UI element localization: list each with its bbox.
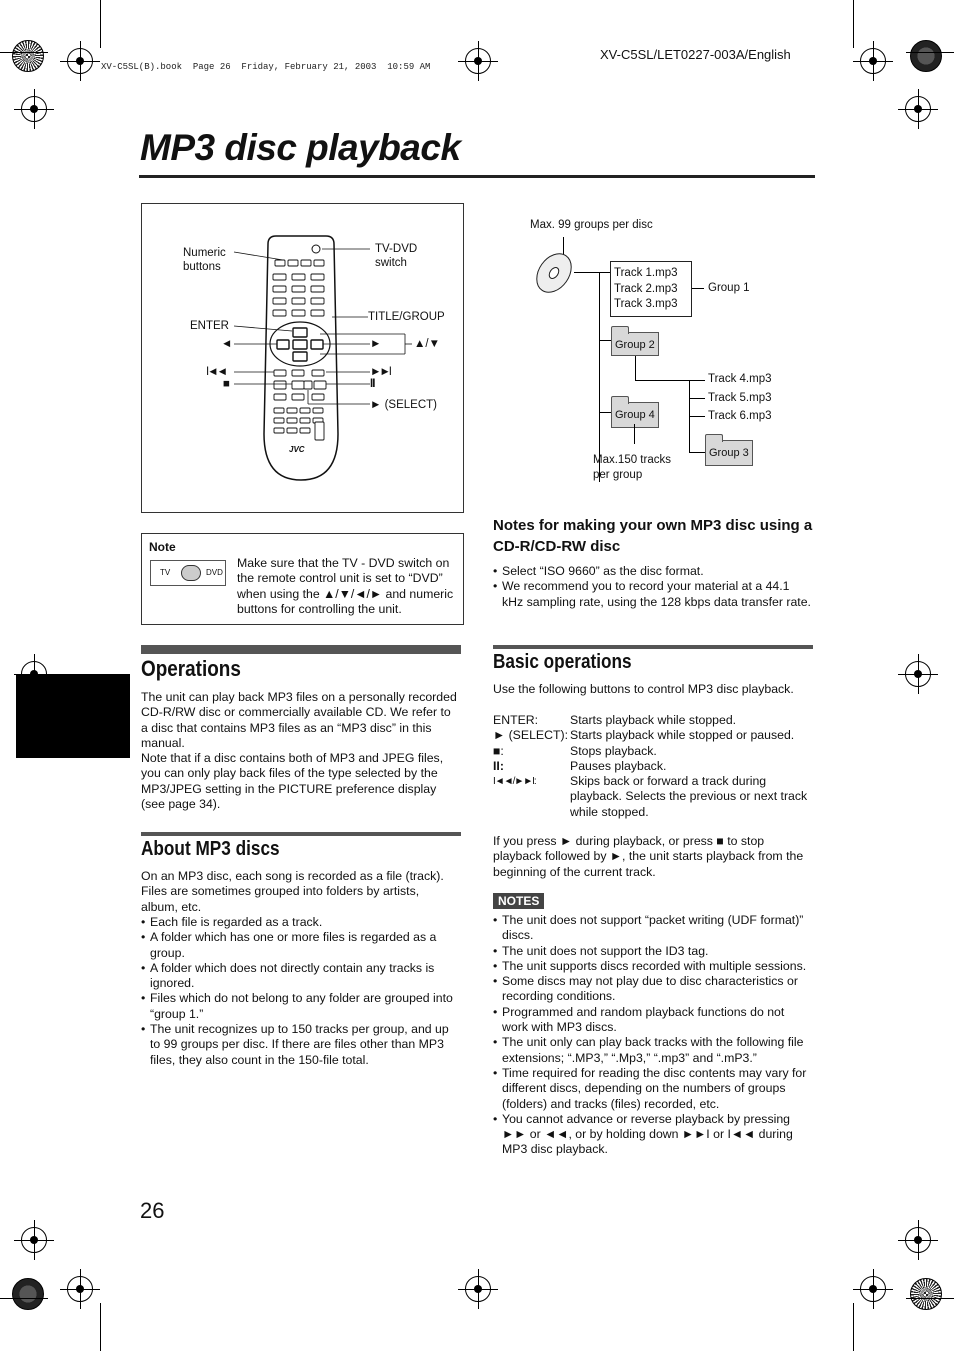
operations-paragraph-2: Note that if a disc contains both of MP3 and JPEG files, you can only play back files of the type selected by the MP3/JPEG setting in the PICTURE preference display (see page 34).	[141, 751, 444, 811]
previous-label: I◄◄	[206, 366, 226, 378]
table-row	[493, 744, 813, 759]
table-row	[493, 728, 813, 743]
list-item: • The unit only can play back tracks with the following file extensions; “.MP3,” “.Mp3,” “.mp3” and “.mP3.”	[493, 1035, 813, 1066]
group2-folder	[611, 332, 659, 356]
file-info: XV-C5SL(B).book Page 26 Friday, February 21, 2003 10:59 AM	[101, 62, 431, 72]
registration-sun-icon	[910, 1278, 942, 1310]
group1-track-box	[610, 261, 692, 317]
about-rule	[141, 832, 461, 836]
track-label: Track 3.mp3	[614, 298, 678, 310]
enter-label: ENTER	[190, 320, 229, 332]
list-item: • Some discs may not play due to disc characteristics or recording conditions.	[493, 974, 813, 1005]
title-rule	[139, 175, 815, 178]
group1-label: Group 1	[708, 282, 750, 294]
switch-knob-icon	[181, 565, 201, 581]
document-id: XV-C5SL/LET0227-003A/English	[600, 47, 791, 62]
page-number: 26	[140, 1198, 165, 1223]
up-down-label: ▲/▼	[414, 338, 440, 350]
operations-heading: Operations	[141, 656, 241, 681]
crosshair-icon	[465, 1276, 491, 1302]
track-label: Track 2.mp3	[614, 282, 678, 295]
crosshair-icon	[905, 1227, 931, 1253]
list-item: • The unit does not support “packet writing (UDF format)” discs.	[493, 913, 813, 944]
table-row	[493, 713, 813, 728]
select-label: ► (SELECT)	[370, 399, 437, 411]
registration-sun-icon	[910, 40, 942, 72]
list-item: • A folder which does not directly contain any tracks is ignored.	[141, 961, 461, 992]
side-tab-label: MP3 disc playback	[96, 758, 119, 800]
crosshair-icon	[21, 1227, 47, 1253]
operations-paragraph-1: The unit can play back MP3 files on a personally recorded CD-R/RW disc or commercially available CD. We refer to a disc that contains MP3 files as an “MP3 disc” in this manual.	[141, 690, 457, 750]
button-key: II:	[493, 758, 504, 773]
tv-dvd-switch-icon	[150, 560, 226, 586]
remote-figure	[141, 203, 464, 513]
list-item: • We recommend you to record your material at a 44.1 kHz sampling rate, using the 128 kbps data transfer rate.	[493, 579, 811, 610]
registration-sun-icon	[12, 1278, 44, 1310]
crosshair-icon	[860, 48, 886, 74]
operations-rule	[141, 645, 461, 654]
notes-making-heading: Notes for making your own MP3 disc using a CD-R/CD-RW disc	[493, 517, 813, 555]
right-arrow-label: ►	[370, 338, 382, 350]
group4-label: Group 4	[615, 409, 655, 421]
list-item: • A folder which has one or more files is regarded as a group.	[141, 930, 461, 961]
switch-tv-label: TV	[160, 568, 171, 577]
disc-icon	[532, 250, 582, 296]
crosshair-icon	[905, 96, 931, 122]
basic-rule	[493, 645, 813, 649]
track-label: Track 4.mp3	[708, 373, 772, 385]
max-groups-label: Max. 99 groups per disc	[530, 219, 653, 231]
brand-logo: JVC	[289, 445, 305, 454]
list-item: • Programmed and random playback functions do not work with MP3 discs.	[493, 1005, 813, 1036]
notes-bullets	[493, 913, 813, 1158]
list-item: • The unit supports discs recorded with multiple sessions.	[493, 959, 813, 974]
button-functions-table	[493, 713, 813, 820]
crosshair-icon	[465, 48, 491, 74]
track-label: Track 6.mp3	[708, 410, 772, 422]
basic-heading: Basic operations	[493, 651, 632, 673]
crosshair-icon	[905, 661, 931, 687]
note-text: Make sure that the TV - DVD switch on the remote control unit is set to “DVD” when using the ▲/▼/◄/► and numeric buttons for controlling the unit.	[237, 556, 454, 616]
button-key: ■:	[493, 743, 504, 758]
crosshair-icon	[67, 48, 93, 74]
folder-tree-diagram	[490, 210, 820, 490]
pause-label: II	[370, 378, 375, 390]
tv-dvd-switch-label: TV-DVD switch	[375, 243, 418, 269]
list-item: • The unit does not support the ID3 tag.	[493, 944, 813, 959]
note-box	[141, 533, 464, 625]
crosshair-icon	[21, 96, 47, 122]
basic-intro: Use the following buttons to control MP3 disc playback.	[493, 682, 794, 696]
button-desc: Skips back or forward a track during playback. Selects the previous or next track while stopped.	[570, 774, 808, 819]
table-row	[493, 774, 813, 820]
crosshair-icon	[860, 1276, 886, 1302]
button-desc: Pauses playback.	[570, 758, 667, 773]
button-desc: Stops playback.	[570, 743, 657, 758]
list-item: • You cannot advance or reverse playback by pressing ►► or ◄◄, or by holding down ►►I or I◄◄ during MP3 disc playback.	[493, 1112, 813, 1158]
side-tab	[16, 674, 130, 800]
stop-label: ■	[223, 378, 230, 390]
max-tracks-label: Max.150 tracks per group	[593, 454, 671, 481]
about-heading: About MP3 discs	[141, 838, 280, 860]
about-bullets	[141, 915, 461, 1068]
list-item: • Each file is regarded as a track.	[141, 915, 461, 930]
left-arrow-label: ◄	[221, 338, 233, 350]
button-key: I◄◄/►►I:	[493, 776, 536, 788]
track-label: Track 1.mp3	[614, 267, 678, 279]
list-item: • The unit recognizes up to 150 tracks per group, and up to 99 groups per disc. If there are files other than MP3 files, they also count in the 150-file total.	[141, 1022, 461, 1068]
button-desc: Starts playback while stopped or paused.	[570, 728, 795, 743]
crosshair-icon	[67, 1276, 93, 1302]
button-key: ENTER:	[493, 713, 539, 727]
basic-after-text: If you press ► during playback, or press ■ to stop playback followed by ►, the unit starts playback from the beginning of the current track.	[493, 834, 804, 879]
switch-dvd-label: DVD	[206, 568, 223, 577]
notes-making-bullets	[493, 564, 811, 610]
registration-sun-icon	[12, 40, 44, 72]
button-desc: Starts playback while stopped.	[570, 713, 737, 727]
track-label: Track 5.mp3	[708, 392, 772, 404]
title-group-label: TITLE/GROUP	[368, 311, 445, 323]
table-row	[493, 759, 813, 774]
group4-folder	[611, 402, 659, 428]
page-title: MP3 disc playback	[140, 127, 461, 168]
note-label: Note	[149, 540, 176, 554]
button-key: ► (SELECT):	[493, 728, 569, 743]
list-item: • Time required for reading the disc contents may vary for different discs, depending on the numbers of groups (folders) and tracks (files) recorded, etc.	[493, 1066, 813, 1112]
notes-badge: NOTES	[493, 893, 544, 909]
group2-label: Group 2	[615, 339, 655, 351]
group3-label: Group 3	[709, 447, 749, 459]
numeric-buttons-label: Numeric buttons	[183, 247, 226, 273]
next-label: ►►I	[370, 366, 390, 378]
list-item: • Files which do not belong to any folder are grouped into “group 1.”	[141, 991, 461, 1022]
about-intro: On an MP3 disc, each song is recorded as a file (track). Files are sometimes grouped into folders by artists, album, etc.	[141, 869, 444, 914]
group3-folder	[705, 440, 753, 466]
list-item: • Select “ISO 9660” as the disc format.	[493, 564, 811, 579]
